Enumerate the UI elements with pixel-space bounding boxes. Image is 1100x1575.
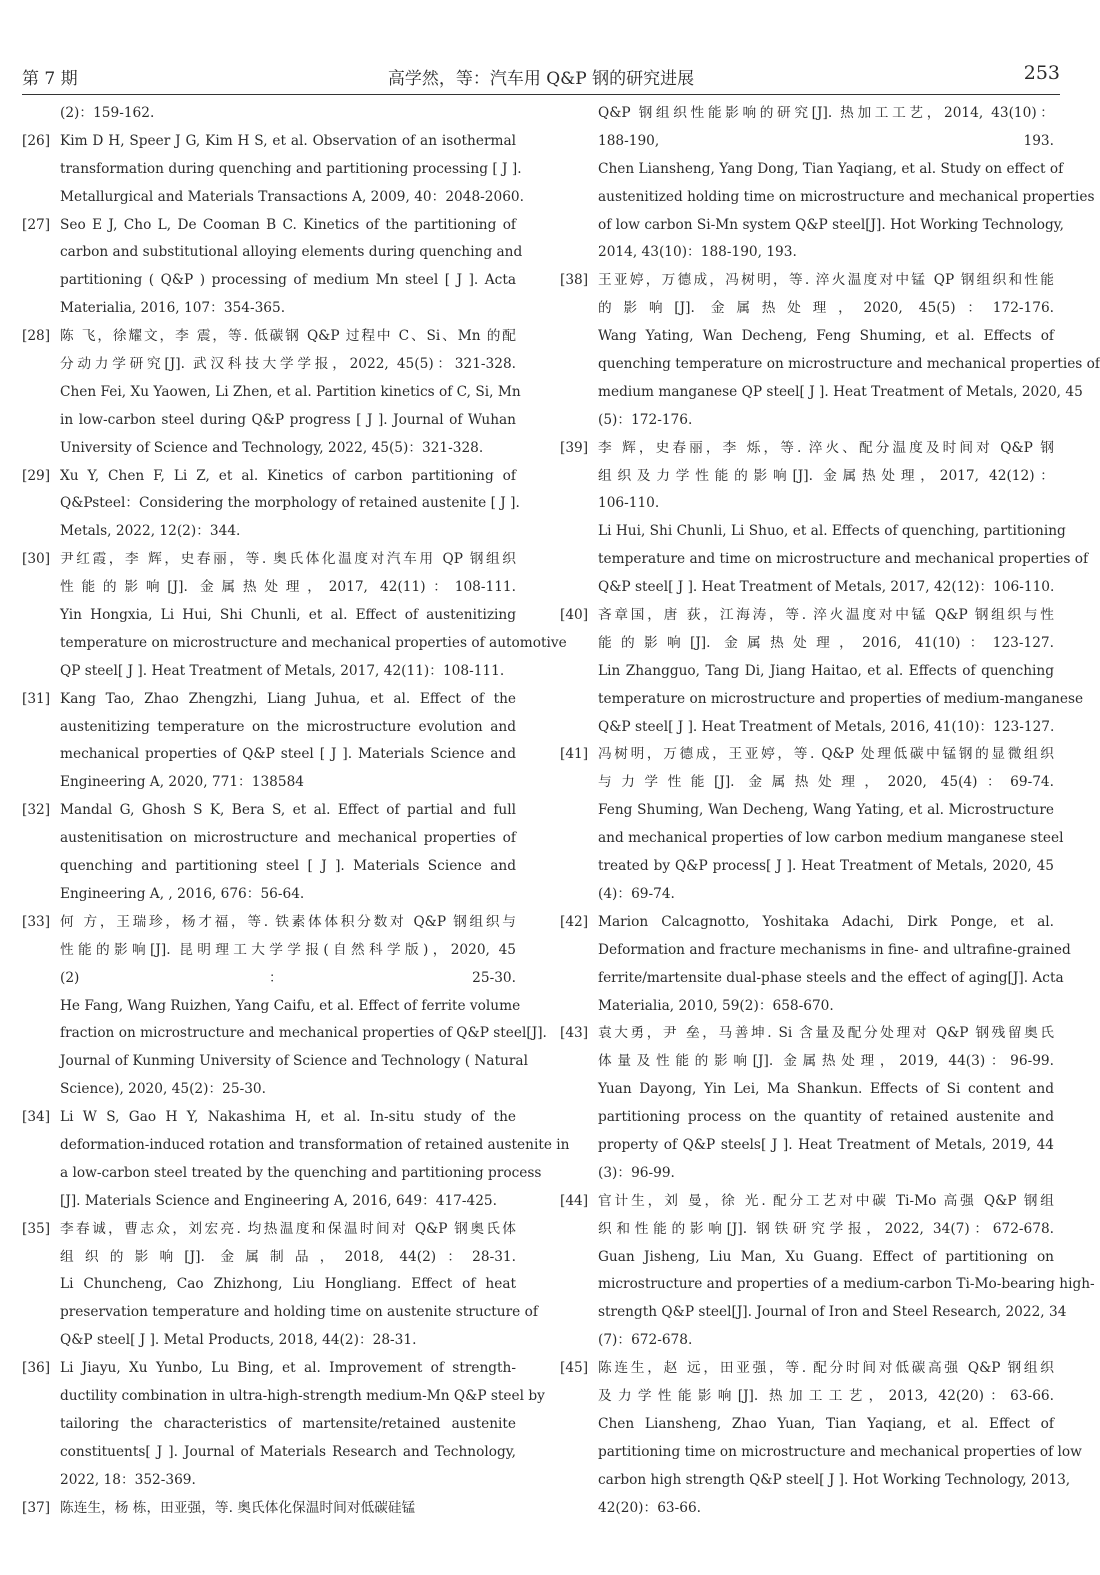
reference-text: Metals, 2022, 12(2)：344. (60, 523, 241, 540)
issue-number: 第 7 期 (22, 69, 78, 89)
reference-text: Metallurgical and Materials Transactions A, 2009, 40：2048-2060. (60, 188, 524, 205)
reference-line (560, 435, 1054, 463)
reference-number: [38] (560, 272, 589, 289)
running-title: 高学然，等：汽车用 Q&P 钢的研究进展 (387, 69, 695, 89)
reference-text: (5)：172-176. (598, 411, 693, 428)
reference-line (22, 853, 516, 881)
reference-line (560, 714, 1054, 742)
reference-text: property of Q&P steels[ J ]. Heat Treatment of Metals, 2019, 44 (598, 1136, 1054, 1153)
reference-line (560, 853, 1054, 881)
reference-text: 2022, 18：352-369. (60, 1471, 196, 1488)
reference-line (22, 714, 516, 742)
reference-line (22, 407, 516, 435)
reference-text: (3)：96-99. (598, 1164, 675, 1181)
reference-line (22, 909, 516, 937)
reference-line (22, 1076, 516, 1104)
reference-line (22, 937, 516, 965)
reference-text: temperature on microstructure and mechanical properties of automotive (60, 634, 567, 651)
reference-entry (22, 463, 520, 547)
running-header (22, 60, 1060, 92)
reference-text: microstructure and properties of a medium-carbon Ti-Mo-bearing high- (598, 1276, 1095, 1293)
reference-text: austenitized holding time on microstructure and mechanical properties (598, 188, 1095, 205)
reference-number: [37] (22, 1499, 51, 1516)
reference-text: fraction on microstructure and mechanical properties of Q&P steel[J]. (60, 1025, 547, 1042)
reference-line (560, 1439, 1082, 1467)
reference-line (560, 1299, 1067, 1327)
reference-line (560, 156, 1064, 184)
reference-line (22, 1355, 516, 1383)
reference-text: 组织及力学性能的影响[J]. 金属热处理，2017, 42(12)： (598, 467, 1054, 484)
reference-text: Materialia, 2016, 107：354-365. (60, 300, 286, 317)
reference-line (560, 295, 1054, 323)
reference-line (560, 1355, 1054, 1383)
reference-line (22, 100, 516, 128)
reference-line (560, 1160, 1054, 1188)
reference-text: Kim D H, Speer J G, Kim H S, et al. Observation of an isothermal (60, 132, 516, 149)
reference-text: Wang Yating, Wan Decheng, Feng Shuming, et al. Effects of (598, 328, 1054, 345)
reference-text: 官计生，刘 曼，徐 光. 配分工艺对中碳 Ti-Mo 高强 Q&P 钢组 (598, 1192, 1054, 1209)
reference-number: [35] (22, 1220, 51, 1237)
reference-text: (2)：159-162. (60, 105, 155, 121)
reference-line (22, 463, 516, 491)
reference-text: carbon and substitutional alloying elements during quenching and (60, 244, 523, 261)
reference-entry (560, 435, 1089, 602)
reference-entry (22, 797, 516, 909)
reference-entry (22, 212, 523, 324)
reference-text: 组织的影响[J]. 金属制品，2018, 44(2)：28-31. (60, 1248, 516, 1265)
reference-line (560, 267, 1054, 295)
reference-entry (560, 1188, 1095, 1355)
reference-text: Yin Hongxia, Li Hui, Shi Chunli, et al. Effect of austenitizing (60, 607, 516, 624)
reference-text: 吝章国，唐 荻，江海涛，等. 淬火温度对中锰 Q&P 钢组织与性 (598, 607, 1054, 624)
reference-line (22, 965, 516, 993)
reference-line (560, 212, 1064, 240)
reference-entry (560, 602, 1084, 741)
reference-text: temperature and time on microstructure and mechanical properties of (598, 551, 1089, 568)
reference-line (560, 1048, 1054, 1076)
reference-text: 何 方，王瑞珍，杨才福，等. 铁素体体积分数对 Q&P 钢组织与 (60, 913, 516, 930)
reference-line (22, 546, 516, 574)
reference-number: [33] (22, 913, 51, 930)
reference-text: partitioning ( Q&P ) processing of medium Mn steel [ J ]. Acta (60, 272, 516, 289)
reference-entry (560, 1020, 1054, 1187)
reference-line (22, 1160, 542, 1188)
reference-column-right (560, 100, 1100, 1522)
reference-line (22, 490, 520, 518)
reference-text: strength Q&P steel[J]. Journal of Iron and Steel Research, 2022, 34 (598, 1304, 1067, 1321)
reference-text: ferrite/martensite dual-phase steels and the effect of aging[J]. Acta (598, 969, 1064, 986)
reference-line (560, 184, 1095, 212)
reference-line (560, 351, 1100, 379)
reference-line (22, 1188, 516, 1216)
reference-text: mechanical properties of Q&P steel [ J ]. Materials Science and (60, 746, 516, 763)
reference-line (560, 546, 1089, 574)
reference-line (560, 1188, 1054, 1216)
reference-text: 及力学性能影响[J]. 热加工工艺，2013, 42(20)：63-66. (598, 1387, 1054, 1404)
reference-line (22, 1104, 516, 1132)
reference-number: [40] (560, 607, 589, 624)
reference-text: in low-carbon steel during Q&P progress [ J ]. Journal of Wuhan (60, 411, 516, 428)
reference-entry (22, 909, 547, 1104)
reference-text: 陈连生，赵 远，田亚强，等. 配分时间对低碳高强 Q&P 钢组织 (598, 1360, 1054, 1377)
reference-text: austenitizing temperature on the microstructure evolution and (60, 718, 516, 735)
reference-line (560, 825, 1064, 853)
reference-line (22, 658, 516, 686)
reference-text: austenitisation on microstructure and mechanical properties of (60, 830, 516, 847)
reference-line (22, 1132, 570, 1160)
reference-text: of low carbon Si-Mn system Q&P steel[J]. Hot Working Technology, (598, 216, 1064, 233)
reference-line (22, 379, 521, 407)
reference-text: 188-190, 193. (598, 132, 1054, 149)
reference-text: 尹红霞，李 辉，史春丽，等. 奥氏体化温度对汽车用 QP 钢组织 (60, 551, 516, 568)
reference-entry (22, 1495, 516, 1523)
reference-line (560, 407, 1054, 435)
reference-text: (2)：25-30. (60, 969, 516, 986)
reference-number: [32] (22, 802, 51, 819)
reference-number: [29] (22, 467, 51, 484)
reference-text: Yuan Dayong, Yin Lei, Ma Shankun. Effects of Si content and (598, 1081, 1054, 1098)
header-rule (22, 94, 1060, 95)
reference-text: 性能的影响[J]. 金属热处理，2017, 42(11)：108-111. (60, 579, 516, 596)
reference-entry (560, 100, 1095, 267)
reference-text: 能的影响[J]. 金属热处理，2016, 41(10)：123-127. (598, 634, 1054, 651)
reference-entry (560, 267, 1100, 434)
reference-text: carbon high strength Q&P steel[ J ]. Hot Working Technology, 2013, (598, 1471, 1071, 1488)
reference-text: transformation during quenching and partitioning processing [ J ]. (60, 160, 522, 177)
reference-text: 的影响[J]. 金属热处理，2020, 45(5)：172-176. (598, 300, 1054, 317)
reference-line (560, 323, 1054, 351)
reference-text: Q&P steel[ J ]. Heat Treatment of Metals, 2017, 42(12)：106-110. (598, 579, 1055, 596)
reference-text: Q&Psteel：Considering the morphology of retained austenite [ J ]. (60, 495, 520, 512)
reference-text: QP steel[ J ]. Heat Treatment of Metals, 2017, 42(11)：108-111. (60, 662, 505, 679)
reference-text: deformation-induced rotation and transformation of retained austenite in (60, 1136, 570, 1153)
reference-text: Guan Jisheng, Liu Man, Xu Guang. Effect of partitioning on (598, 1248, 1054, 1265)
reference-line (22, 686, 516, 714)
reference-line (560, 741, 1054, 769)
reference-number: [45] (560, 1360, 589, 1377)
reference-line (560, 1271, 1095, 1299)
reference-text: 分动力学研究[J]. 武汉科技大学学报，2022, 45(5)：321-328. (60, 356, 516, 373)
reference-line (560, 490, 1054, 518)
reference-entry (560, 741, 1064, 908)
reference-text: 106-110. (598, 495, 660, 512)
reference-line (22, 295, 516, 323)
reference-text: Engineering A, 2020, 771：138584 (60, 774, 304, 791)
reference-line (22, 351, 516, 379)
reference-number: [39] (560, 439, 589, 456)
reference-line (22, 881, 516, 909)
reference-text: 2014, 43(10)：188-190, 193. (598, 244, 797, 261)
reference-line (22, 156, 522, 184)
reference-text: treated by Q&P process[ J ]. Heat Treatment of Metals, 2020, 45 (598, 858, 1054, 875)
reference-line (560, 797, 1054, 825)
reference-text: University of Science and Technology, 2022, 45(5)：321-328. (60, 439, 484, 456)
reference-line (560, 518, 1066, 546)
reference-line (22, 212, 516, 240)
reference-text: Seo E J, Cho L, De Cooman B C. Kinetics of the partitioning of (60, 216, 516, 233)
reference-text: 体量及性能的影响[J]. 金属热处理，2019, 44(3)：96-99. (598, 1053, 1054, 1070)
reference-line (560, 909, 1054, 937)
reference-text: 李 辉，史春丽，李 烁，等. 淬火、配分温度及时间对 Q&P 钢 (598, 439, 1054, 456)
reference-entry (560, 1355, 1082, 1522)
reference-line (22, 1244, 516, 1272)
reference-line (22, 1411, 516, 1439)
reference-text: Xu Y, Chen F, Li Z, et al. Kinetics of carbon partitioning of (60, 467, 516, 484)
reference-line (22, 1271, 516, 1299)
reference-line (22, 1299, 538, 1327)
reference-line (560, 1216, 1054, 1244)
reference-line (560, 965, 1064, 993)
reference-line (560, 574, 1054, 602)
reference-line (560, 128, 1054, 156)
reference-text: Lin Zhangguo, Tang Di, Jiang Haitao, et al. Effects of quenching (598, 662, 1054, 679)
reference-number: [30] (22, 551, 51, 568)
reference-line (560, 1244, 1054, 1272)
reference-text: partitioning process on the quantity of retained austenite and (598, 1109, 1054, 1126)
reference-entry (22, 100, 516, 128)
reference-text: Engineering A, , 2016, 676：56-64. (60, 885, 305, 902)
reference-line (22, 1020, 547, 1048)
reference-number: [36] (22, 1360, 51, 1377)
reference-text: 陈连生，杨 栋，田亚强，等. 奥氏体化保温时间对低碳硅锰 (60, 1499, 416, 1516)
reference-line (560, 1411, 1054, 1439)
reference-text: ductility combination in ultra-high-strength medium-Mn Q&P steel by (60, 1387, 545, 1404)
page-number: 253 (1023, 62, 1060, 84)
reference-line (560, 1383, 1054, 1411)
reference-line (560, 602, 1054, 630)
reference-line (22, 1048, 528, 1076)
reference-text: Li Hui, Shi Chunli, Li Shuo, et al. Effects of quenching, partitioning (598, 523, 1066, 540)
reference-text: Chen Liansheng, Yang Dong, Tian Yaqiang, et al. Study on effect of (598, 160, 1064, 177)
reference-text: tailoring the characteristics of martensite/retained austenite (60, 1415, 516, 1432)
reference-text: Mandal G, Ghosh S K, Bera S, et al. Effect of partial and full (60, 802, 516, 819)
reference-text: [J]. Materials Science and Engineering A, 2016, 649：417-425. (60, 1192, 497, 1209)
reference-text: (4)：69-74. (598, 885, 675, 902)
reference-text: 与力学性能[J]. 金属热处理，2020, 45(4)：69-74. (598, 774, 1054, 791)
reference-line (560, 686, 1084, 714)
reference-line (560, 1327, 1054, 1355)
reference-line (22, 1383, 545, 1411)
reference-line (22, 128, 516, 156)
reference-line (560, 993, 1054, 1021)
reference-entry (22, 128, 524, 212)
reference-text: temperature on microstructure and properties of medium-manganese (598, 690, 1084, 707)
reference-line (560, 937, 1071, 965)
reference-text: 李春诚，曹志众，刘宏亮. 均热温度和保温时间对 Q&P 钢奥氏体 (60, 1220, 516, 1237)
reference-text: Feng Shuming, Wan Decheng, Wang Yating, et al. Microstructure (598, 802, 1054, 819)
reference-line (22, 323, 516, 351)
reference-text: Chen Liansheng, Zhao Yuan, Tian Yaqiang, et al. Effect of (598, 1415, 1054, 1432)
reference-text: Materialia, 2010, 59(2)：658-670. (598, 997, 834, 1014)
reference-line (560, 658, 1054, 686)
reference-entry (22, 323, 521, 462)
reference-line (22, 741, 516, 769)
reference-line (560, 239, 1054, 267)
reference-line (22, 184, 524, 212)
reference-text: partitioning time on microstructure and mechanical properties of low (598, 1443, 1082, 1460)
reference-text: Deformation and fracture mechanisms in fine- and ultrafine-grained (598, 941, 1071, 958)
reference-line (22, 435, 516, 463)
reference-line (22, 993, 521, 1021)
reference-line (560, 1467, 1071, 1495)
reference-text: constituents[ J ]. Journal of Materials Research and Technology, (60, 1443, 516, 1460)
reference-line (560, 1495, 1054, 1523)
reference-text: Li W S, Gao H Y, Nakashima H, et al. In-situ study of the (60, 1109, 516, 1126)
reference-text: 袁大勇，尹 垒，马善坤. Si 含量及配分处理对 Q&P 钢残留奥氏 (598, 1025, 1054, 1042)
reference-number: [28] (22, 328, 51, 345)
reference-text: 织和性能的影响[J]. 钢铁研究学报，2022, 34(7)：672-678. (598, 1220, 1054, 1237)
reference-line (560, 379, 1083, 407)
reference-text: and mechanical properties of low carbon medium manganese steel (598, 830, 1064, 847)
reference-line (22, 602, 516, 630)
reference-number: [42] (560, 913, 589, 930)
reference-entry (22, 686, 516, 798)
reference-number: [31] (22, 690, 51, 707)
reference-line (560, 1104, 1054, 1132)
reference-line (560, 1076, 1054, 1104)
reference-line (22, 1495, 516, 1523)
reference-text: Science), 2020, 45(2)：25-30. (60, 1081, 266, 1098)
reference-text: preservation temperature and holding time on austenite structure of (60, 1304, 538, 1321)
reference-text: medium manganese QP steel[ J ]. Heat Treatment of Metals, 2020, 45 (598, 383, 1083, 400)
reference-text: Q&P steel[ J ]. Heat Treatment of Metals, 2016, 41(10)：123-127. (598, 718, 1055, 735)
reference-text: 42(20)：63-66. (598, 1499, 702, 1516)
reference-line (22, 1439, 516, 1467)
reference-number: [34] (22, 1109, 51, 1126)
reference-line (22, 267, 516, 295)
reference-line (22, 797, 516, 825)
reference-text: (7)：672-678. (598, 1332, 693, 1349)
reference-entry (22, 1216, 538, 1355)
reference-line (22, 518, 516, 546)
reference-number: [43] (560, 1025, 589, 1042)
reference-entry (22, 1355, 545, 1494)
reference-text: He Fang, Wang Ruizhen, Yang Caifu, et al. Effect of ferrite volume (60, 997, 521, 1014)
reference-text: Kang Tao, Zhao Zhengzhi, Liang Juhua, et al. Effect of the (60, 690, 516, 707)
reference-line (22, 1327, 516, 1355)
reference-text: Li Jiayu, Xu Yunbo, Lu Bing, et al. Improvement of strength- (60, 1360, 516, 1377)
reference-text: Journal of Kunming University of Science and Technology ( Natural (60, 1053, 528, 1070)
reference-text: a low-carbon steel treated by the quenching and partitioning process (60, 1164, 542, 1181)
reference-text: quenching temperature on microstructure and mechanical properties of (598, 356, 1100, 373)
reference-line (560, 100, 1054, 128)
reference-number: [44] (560, 1192, 589, 1209)
reference-text: quenching and partitioning steel [ J ]. Materials Science and (60, 858, 516, 875)
reference-entry (22, 1104, 570, 1216)
reference-line (22, 239, 523, 267)
reference-text: Marion Calcagnotto, Yoshitaka Adachi, Dirk Ponge, et al. (598, 913, 1054, 930)
reference-entry (560, 909, 1071, 1021)
reference-entry (22, 546, 567, 685)
reference-column-left (22, 100, 570, 1522)
reference-text: 性能的影响[J]. 昆明理工大学学报(自然科学版)，2020, 45 (60, 941, 516, 958)
reference-line (560, 881, 1054, 909)
reference-text: 王亚婷，万德成，冯树明，等. 淬火温度对中锰 QP 钢组织和性能 (598, 272, 1054, 289)
reference-text: Q&P 钢组织性能影响的研究[J]. 热加工工艺，2014, 43(10)： (598, 105, 1054, 121)
reference-line (22, 1467, 516, 1495)
reference-number: [27] (22, 216, 51, 233)
reference-line (22, 574, 516, 602)
reference-line (560, 1132, 1054, 1160)
reference-text: 冯树明，万德成，王亚婷，等. Q&P 处理低碳中锰钢的显微组织 (598, 746, 1054, 763)
reference-line (22, 769, 516, 797)
reference-text: Q&P steel[ J ]. Metal Products, 2018, 44(2)：28-31. (60, 1332, 417, 1349)
reference-number: [41] (560, 746, 589, 763)
reference-text: Chen Fei, Xu Yaowen, Li Zhen, et al. Partition kinetics of C, Si, Mn (60, 383, 521, 400)
reference-line (22, 825, 516, 853)
reference-text: 陈 飞，徐耀文，李 震，等. 低碳钢 Q&P 过程中 C、Si、Mn 的配 (60, 328, 516, 345)
reference-line (560, 630, 1054, 658)
reference-text: Li Chuncheng, Cao Zhizhong, Liu Hongliang. Effect of heat (60, 1276, 516, 1293)
reference-line (560, 1020, 1054, 1048)
reference-line (560, 463, 1054, 491)
reference-number: [26] (22, 132, 51, 149)
reference-line (22, 1216, 516, 1244)
reference-line (22, 630, 567, 658)
reference-line (560, 769, 1054, 797)
